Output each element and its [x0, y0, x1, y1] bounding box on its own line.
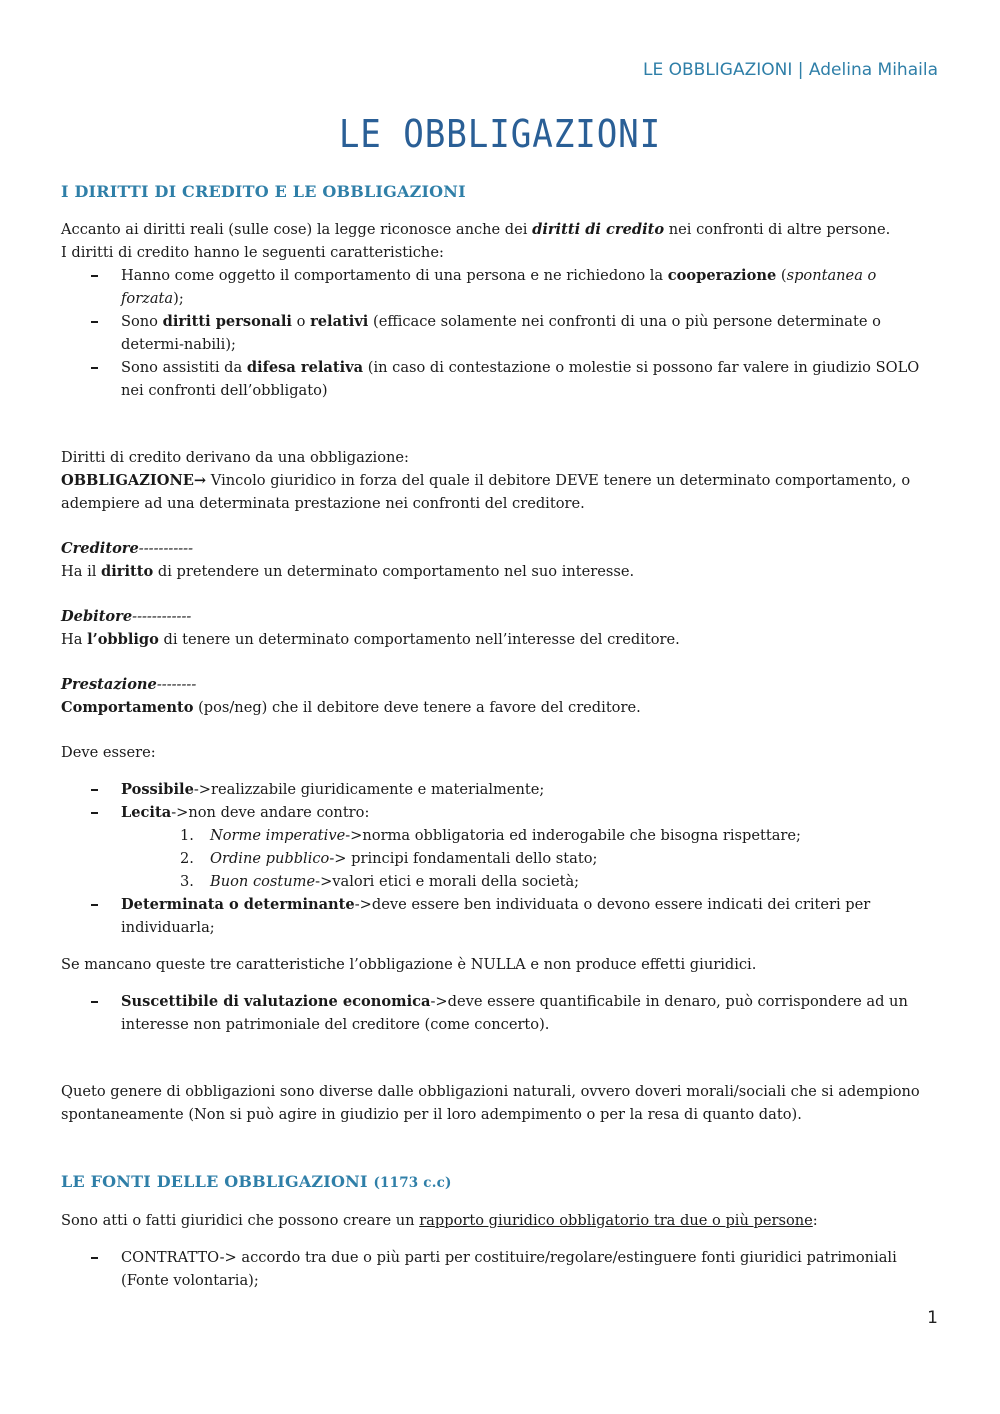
prestazione-label: Prestazione-------- — [61, 676, 197, 693]
suscettibile-list — [61, 990, 941, 1036]
section-heading-diritti-credito: I DIRITTI DI CREDITO E LE OBBLIGAZIONI — [61, 182, 466, 201]
prestazione-definition: Comportamento (pos/neg) che il debitore deve tenere a favore del creditore. — [61, 699, 641, 716]
lecita-sublist — [121, 824, 941, 893]
deve-essere-line: Deve essere: — [61, 744, 156, 761]
debitore-label: Debitore------------ — [61, 608, 192, 625]
requirements-list — [61, 778, 941, 939]
list-item: Lecita->non deve andare contro: 1. Norme imperative->norma obbligatoria ed inderogabile che bisogna rispettare; 2. Ordine pubblico-> principi fondamentali dello stato; 3. Buon costume->valori etici e morali della società; — [121, 801, 941, 893]
list-item: 2. Ordine pubblico-> principi fondamentali dello stato; — [180, 850, 598, 867]
list-item: 1. Norme imperative->norma obbligatoria ed inderogabile che bisogna rispettare; — [180, 827, 801, 844]
document-title: LE OBBLIGAZIONI — [338, 112, 662, 156]
list-item: Determinata o determinante->deve essere ben individuata o devono essere indicati dei criteri per individuarla; — [121, 893, 941, 939]
characteristics-intro: I diritti di credito hanno le seguenti caratteristiche: — [61, 244, 444, 261]
debitore-definition: Ha l’obbligo di tenere un determinato comportamento nell’interesse del creditore. — [61, 631, 680, 648]
list-item: Suscettibile di valutazione economica->deve essere quantificabile in denaro, può corrispondere ad un interesse non patrimoniale del creditore (come concerto). — [121, 990, 941, 1036]
page-number: 1 — [927, 1308, 938, 1328]
list-item: Hanno come oggetto il comportamento di una persona e ne richiedono la cooperazione (spontanea o forzata); — [121, 264, 941, 310]
list-item: Sono assistiti da difesa relativa (in caso di contestazione o molestie si possono far valere in giudizio SOLO nei confronti dell’obbligato) — [121, 356, 941, 402]
list-item: Possibile->realizzabile giuridicamente e materialmente; — [121, 778, 941, 801]
characteristics-list — [61, 264, 941, 402]
intro-paragraph: Accanto ai diritti reali (sulle cose) la legge riconosce anche dei diritti di credito nei confronti di altre persone. — [61, 221, 891, 238]
creditore-label: Creditore----------- — [61, 540, 194, 557]
arrow-right-icon: → — [193, 472, 207, 489]
derivation-line: Diritti di credito derivano da una obbligazione: — [61, 449, 409, 466]
obbligazione-definition: OBBLIGAZIONE→ Vincolo giuridico in forza del quale il debitore DEVE tenere un determinato comportamento, o adempiere ad una determinata prestazione nei confronti del creditore. — [61, 472, 911, 512]
section-heading-fonti: LE FONTI DELLE OBBLIGAZIONI (1173 c.c) — [61, 1172, 452, 1191]
fonti-intro: Sono atti o fatti giuridici che possono creare un rapporto giuridico obbligatorio tra due o più persone: — [61, 1212, 818, 1229]
list-item: Sono diritti personali o relativi (efficace solamente nei confronti di una o più persone determinate o determi-nabili); — [121, 310, 941, 356]
list-item: CONTRATTO-> accordo tra due o più parti per costituire/regolare/estinguere fonti giuridici patrimoniali (Fonte volontaria); — [121, 1246, 941, 1292]
list-item: 3. Buon costume->valori etici e morali della società; — [180, 873, 580, 890]
fonti-list — [61, 1246, 941, 1292]
creditore-definition: Ha il diritto di pretendere un determinato comportamento nel suo interesse. — [61, 563, 635, 580]
obbligazioni-naturali-paragraph: Queto genere di obbligazioni sono diverse dalle obbligazioni naturali, ovvero doveri morali/sociali che si adempiono spontaneamente (Non si può agire in giudizio per il loro adempimento o per la resa di quanto dato). — [61, 1083, 920, 1123]
document-body — [61, 180, 941, 1292]
running-header: LE OBBLIGAZIONI | Adelina Mihaila — [643, 60, 938, 80]
nulla-paragraph: Se mancano queste tre caratteristiche l’obbligazione è NULLA e non produce effetti giuridici. — [61, 956, 757, 973]
